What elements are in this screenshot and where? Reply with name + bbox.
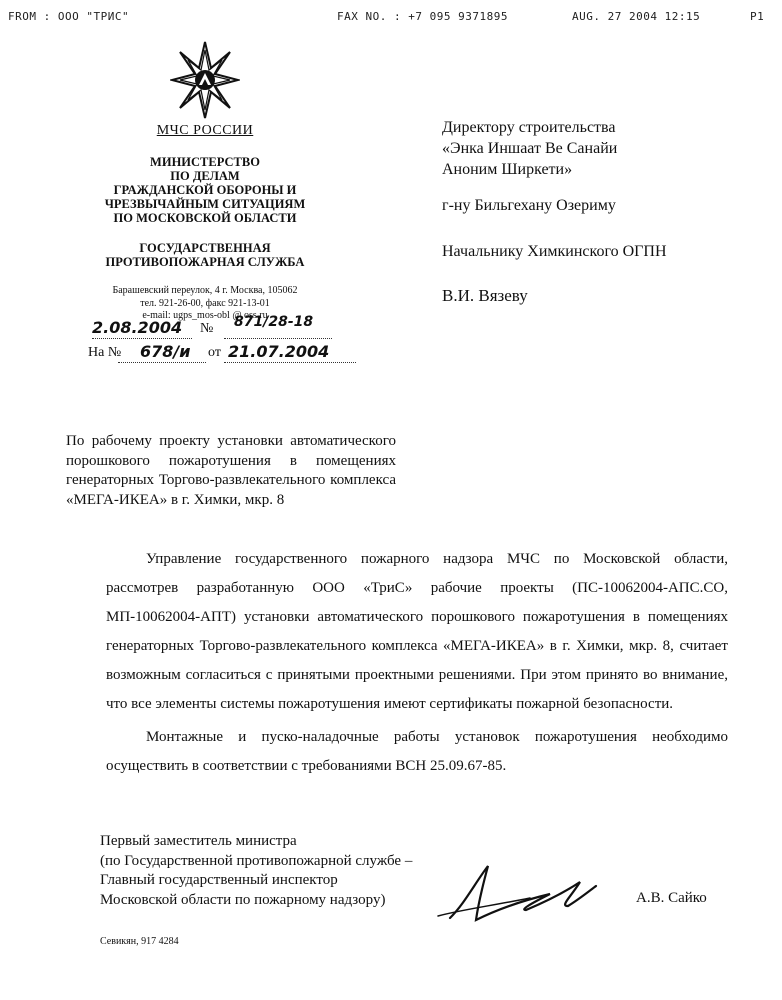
signatory-title-line: Московской области по пожарному надзору) <box>100 891 386 908</box>
outgoing-number: 871/28-18 <box>234 314 314 330</box>
ministry-line: ГРАЖДАНСКОЙ ОБОРОНЫ И <box>113 183 297 197</box>
reply-from-label: от <box>208 345 221 360</box>
sender-address: Барашевский переулок, 4 г. Москва, 105062 <box>112 285 298 296</box>
service-line: ГОСУДАРСТВЕННАЯ <box>139 241 271 255</box>
letter-subject: По рабочему проекту установки автоматического порошкового пожаротушения в помещениях генераторных Торгово-развлекательного комплекса «МЕГА-ИКЕА» в г. Химки, мкр. 8 <box>66 433 396 508</box>
sender-phone: тел. 921-26-00, факс 921-13-01 <box>140 297 270 309</box>
signatory-title-line: Главный государственный инспектор <box>100 872 338 888</box>
recipient-line: Аноним Ширкети» <box>442 161 573 178</box>
ministry-line: МИНИСТЕРСТВО <box>150 155 260 169</box>
reply-number: 678/и <box>140 342 191 361</box>
body-paragraph: Управление государственного пожарного надзора МЧС по Московской области, рассмотрев разработанную ООО «ТриС» рабочие проекты (ПС-10062004-АПС.СО, МП-10062004-АПТ) установки автоматического порошкового пожаротушения в помещениях генераторных Торгово-развлекательного комплекса «МЕГА-ИКЕА» в г. Химки, мкр. 8, считает возможным согласиться с принятыми проектными решениями. При этом принято во внимание, что все элементы системы пожаротушения имеют сертификаты пожарной безопасности. <box>106 551 728 712</box>
signatory-name: А.В. Сайко <box>636 890 707 906</box>
service-line: ПРОТИВОПОЖАРНАЯ СЛУЖБА <box>105 255 305 269</box>
fax-page: P1 <box>750 10 765 23</box>
reply-number-line <box>88 342 358 366</box>
recipient-line: Директору строительства <box>442 119 616 136</box>
recipient-name: г-ну Бильгехану Озериму <box>442 197 616 214</box>
signatory-title <box>100 832 460 910</box>
recipient-line: Начальнику Химкинского ОГПН <box>442 243 667 260</box>
outgoing-date: 2.08.2004 <box>92 318 183 337</box>
recipient-name: В.И. Вязеву <box>442 286 528 305</box>
signatory-title-line: Первый заместитель министра <box>100 833 297 849</box>
ministry-title <box>80 155 330 225</box>
ministry-line: ЧРЕЗВЫЧАЙНЫМ СИТУАЦИЯМ <box>104 197 306 211</box>
fax-number: FAX NO. : +7 095 9371895 <box>337 10 508 23</box>
ministry-line: ПО МОСКОВСКОЙ ОБЛАСТИ <box>113 211 297 225</box>
recipient-line: «Энка Иншаат Ве Санайи <box>442 140 618 157</box>
sender-email: e-mail: ugps_mos-obl @ oss.ru <box>142 310 268 321</box>
letter-body <box>106 545 728 781</box>
fax-datetime: AUG. 27 2004 12:15 <box>572 10 701 23</box>
executor-note: Севикян, 917 4284 <box>100 936 179 947</box>
sender-block <box>80 123 330 323</box>
service-title <box>80 241 330 269</box>
number-label: № <box>200 321 214 336</box>
fax-from: FROM : ООО "ТРИС" <box>8 10 130 23</box>
signatory-title-line: (по Государственной противопожарной службе – <box>100 852 413 869</box>
body-paragraph: Монтажные и пуско-наладочные работы установок пожаротушения необходимо осуществить в соответствии с требованиями ВСН 25.09.67-85. <box>106 729 728 774</box>
reply-label: На № <box>88 345 122 360</box>
agency-name: МЧС РОССИИ <box>156 123 254 138</box>
mchs-star-emblem-icon <box>170 40 240 120</box>
handwritten-signature <box>430 858 600 928</box>
reply-date: 21.07.2004 <box>228 342 330 361</box>
ministry-line: ПО ДЕЛАМ <box>170 169 240 183</box>
